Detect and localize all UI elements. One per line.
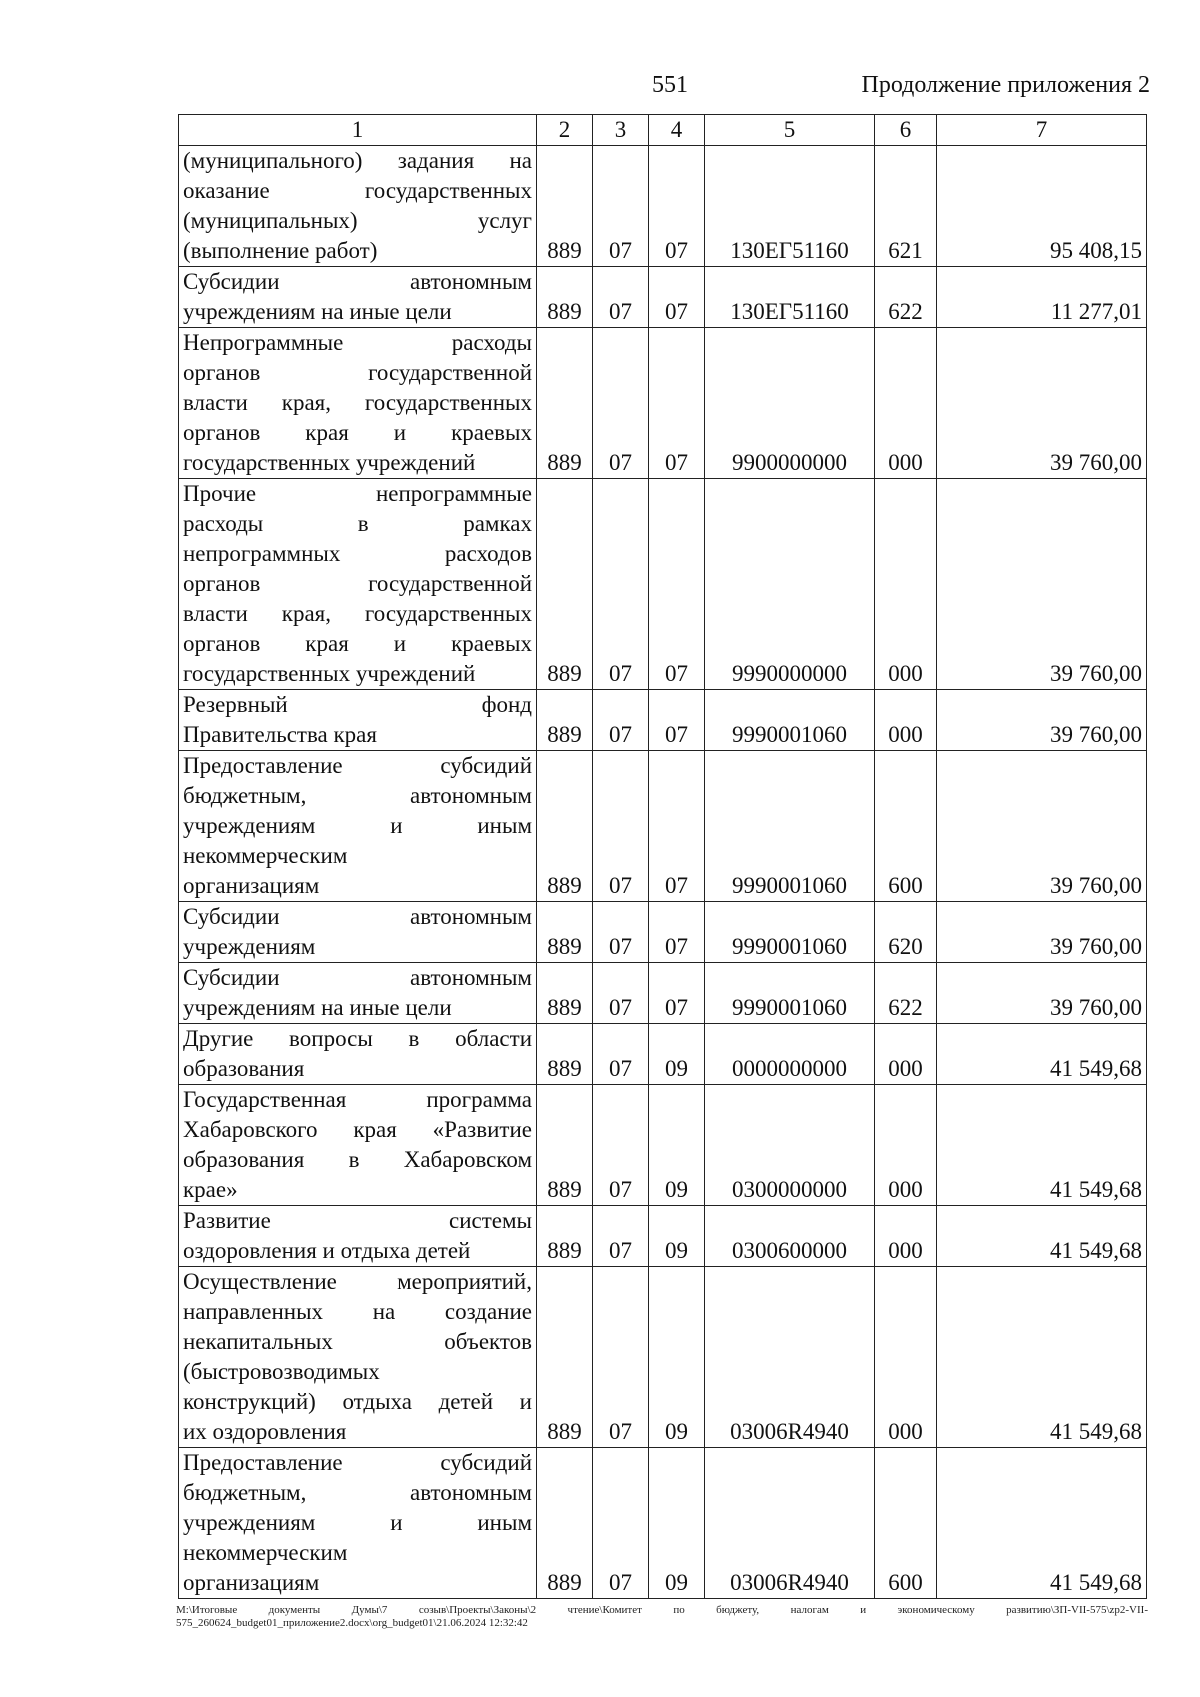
description-line: Субсидии автономным (183, 965, 532, 990)
ministry-code: 889 (537, 1024, 593, 1085)
row-description (179, 963, 537, 1024)
amount-value: 39 760,00 (937, 479, 1147, 690)
expense-type-code: 000 (875, 1085, 937, 1206)
subsection-code: 09 (649, 1024, 705, 1085)
row-description (179, 479, 537, 690)
description-line: Предоставление субсидий (183, 753, 532, 778)
description-line: Государственная программа (183, 1087, 532, 1112)
subsection-code: 07 (649, 751, 705, 902)
column-header-3: 3 (593, 115, 649, 146)
subsection-code: 07 (649, 902, 705, 963)
expense-type-code: 000 (875, 1024, 937, 1085)
description-line: органов государственной (183, 360, 532, 385)
description-line: (муниципального) задания на (183, 148, 532, 173)
description-line: Правительства края (183, 722, 377, 747)
column-header-5: 5 (705, 115, 875, 146)
expense-type-code: 600 (875, 751, 937, 902)
description-line: органов края и краевых (183, 631, 532, 656)
ministry-code: 889 (537, 1267, 593, 1448)
table-row (179, 902, 1147, 963)
subsection-code: 07 (649, 146, 705, 267)
section-code: 07 (593, 267, 649, 328)
subsection-code: 09 (649, 1085, 705, 1206)
amount-value: 39 760,00 (937, 690, 1147, 751)
table-row (179, 1206, 1147, 1267)
description-line: бюджетным, автономным (183, 1480, 532, 1505)
amount-value: 41 549,68 (937, 1024, 1147, 1085)
table-row (179, 1024, 1147, 1085)
table-row (179, 328, 1147, 479)
description-line: направленных на создание (183, 1299, 532, 1324)
table-row (179, 690, 1147, 751)
description-line: конструкций) отдыха детей и (183, 1389, 532, 1414)
description-line: Субсидии автономным (183, 269, 532, 294)
section-code: 07 (593, 1267, 649, 1448)
target-item-code: 9990001060 (705, 902, 875, 963)
expense-type-code: 000 (875, 1206, 937, 1267)
description-line: оздоровления и отдыха детей (183, 1238, 471, 1263)
table-header-row (179, 115, 1147, 146)
amount-value: 39 760,00 (937, 963, 1147, 1024)
ministry-code: 889 (537, 1448, 593, 1599)
row-description (179, 1448, 537, 1599)
section-code: 07 (593, 1448, 649, 1599)
target-item-code: 130ЕГ51160 (705, 146, 875, 267)
description-line: расходы в рамках (183, 511, 532, 536)
table-row (179, 963, 1147, 1024)
expense-type-code: 622 (875, 267, 937, 328)
expense-type-code: 000 (875, 479, 937, 690)
target-item-code: 0300600000 (705, 1206, 875, 1267)
amount-value: 41 549,68 (937, 1267, 1147, 1448)
target-item-code: 0300000000 (705, 1085, 875, 1206)
description-line: их оздоровления (183, 1419, 347, 1444)
description-line: Другие вопросы в области (183, 1026, 532, 1051)
description-line: организациям (183, 1570, 320, 1595)
description-line: некапитальных объектов (183, 1329, 532, 1354)
description-line: образования (183, 1056, 305, 1081)
description-line: Прочие непрограммные (183, 481, 532, 506)
description-line: учреждениям на иные цели (183, 299, 452, 324)
ministry-code: 889 (537, 963, 593, 1024)
row-description (179, 1024, 537, 1085)
description-line: непрограммных расходов (183, 541, 532, 566)
column-header-6: 6 (875, 115, 937, 146)
subsection-code: 09 (649, 1206, 705, 1267)
section-code: 07 (593, 690, 649, 751)
description-line: Хабаровского края «Развитие (183, 1117, 532, 1142)
description-line: учреждениям на иные цели (183, 995, 452, 1020)
table-row (179, 267, 1147, 328)
section-code: 07 (593, 328, 649, 479)
target-item-code: 03006R4940 (705, 1267, 875, 1448)
target-item-code: 9990001060 (705, 751, 875, 902)
ministry-code: 889 (537, 479, 593, 690)
subsection-code: 09 (649, 1448, 705, 1599)
table-row (179, 1267, 1147, 1448)
description-line: учреждениям и иным (183, 1510, 532, 1535)
ministry-code: 889 (537, 1085, 593, 1206)
page-number: 551 (652, 72, 688, 98)
row-description (179, 267, 537, 328)
amount-value: 39 760,00 (937, 751, 1147, 902)
description-line: образования в Хабаровском (183, 1147, 532, 1172)
table-row (179, 146, 1147, 267)
column-header-1: 1 (179, 115, 537, 146)
section-code: 07 (593, 1024, 649, 1085)
expense-type-code: 600 (875, 1448, 937, 1599)
expense-type-code: 000 (875, 1267, 937, 1448)
subsection-code: 07 (649, 690, 705, 751)
description-line: учреждениям (183, 934, 316, 959)
description-line: Субсидии автономным (183, 904, 532, 929)
target-item-code: 9900000000 (705, 328, 875, 479)
ministry-code: 889 (537, 267, 593, 328)
row-description (179, 751, 537, 902)
target-item-code: 0000000000 (705, 1024, 875, 1085)
ministry-code: 889 (537, 690, 593, 751)
expense-type-code: 620 (875, 902, 937, 963)
section-code: 07 (593, 1085, 649, 1206)
description-line: власти края, государственных (183, 601, 532, 626)
section-code: 07 (593, 751, 649, 902)
expense-type-code: 000 (875, 690, 937, 751)
expense-type-code: 000 (875, 328, 937, 479)
continuation-label: Продолжение приложения 2 (861, 72, 1150, 98)
description-line: бюджетным, автономным (183, 783, 532, 808)
description-line: (муниципальных) услуг (183, 208, 532, 233)
target-item-code: 03006R4940 (705, 1448, 875, 1599)
row-description (179, 902, 537, 963)
expense-type-code: 622 (875, 963, 937, 1024)
description-line: Резервный фонд (183, 692, 532, 717)
description-line: Осуществление мероприятий, (183, 1269, 532, 1294)
description-line: органов государственной (183, 571, 532, 596)
table-row (179, 1085, 1147, 1206)
column-header-2: 2 (537, 115, 593, 146)
budget-table (178, 114, 1147, 1599)
description-line: государственных учреждений (183, 450, 476, 475)
column-header-4: 4 (649, 115, 705, 146)
description-line: учреждениям и иным (183, 813, 532, 838)
amount-value: 39 760,00 (937, 328, 1147, 479)
column-header-7: 7 (937, 115, 1147, 146)
amount-value: 41 549,68 (937, 1206, 1147, 1267)
description-line: некоммерческим (183, 843, 348, 868)
subsection-code: 09 (649, 1267, 705, 1448)
section-code: 07 (593, 479, 649, 690)
table-row (179, 751, 1147, 902)
description-line: Непрограммные расходы (183, 330, 532, 355)
ministry-code: 889 (537, 902, 593, 963)
target-item-code: 9990001060 (705, 690, 875, 751)
ministry-code: 889 (537, 751, 593, 902)
footer-file-path: M:\Итоговые документы Думы\7 созыв\Проекты\Законы\2 чтение\Комитет по бюджету, налогам и экономическому развитию\ЗП-VII-575\zp2-VII-575_260624_budget01_приложение2.docx\org_budget01\21.06.2024 12:32:42 (176, 1604, 1148, 1629)
row-description (179, 1085, 537, 1206)
section-code: 07 (593, 963, 649, 1024)
section-code: 07 (593, 146, 649, 267)
row-description (179, 328, 537, 479)
target-item-code: 130ЕГ51160 (705, 267, 875, 328)
description-line: Развитие системы (183, 1208, 532, 1233)
amount-value: 11 277,01 (937, 267, 1147, 328)
amount-value: 95 408,15 (937, 146, 1147, 267)
expense-type-code: 621 (875, 146, 937, 267)
row-description (179, 690, 537, 751)
description-line: организациям (183, 873, 320, 898)
description-line: власти края, государственных (183, 390, 532, 415)
ministry-code: 889 (537, 328, 593, 479)
description-line: крае» (183, 1177, 238, 1202)
description-line: некоммерческим (183, 1540, 348, 1565)
subsection-code: 07 (649, 479, 705, 690)
description-line: Предоставление субсидий (183, 1450, 532, 1475)
amount-value: 39 760,00 (937, 902, 1147, 963)
subsection-code: 07 (649, 328, 705, 479)
ministry-code: 889 (537, 1206, 593, 1267)
table-row (179, 479, 1147, 690)
amount-value: 41 549,68 (937, 1085, 1147, 1206)
subsection-code: 07 (649, 963, 705, 1024)
row-description (179, 146, 537, 267)
table-row (179, 1448, 1147, 1599)
row-description (179, 1267, 537, 1448)
target-item-code: 9990000000 (705, 479, 875, 690)
description-line: государственных учреждений (183, 661, 476, 686)
amount-value: 41 549,68 (937, 1448, 1147, 1599)
section-code: 07 (593, 902, 649, 963)
description-line: (выполнение работ) (183, 238, 378, 263)
subsection-code: 07 (649, 267, 705, 328)
description-line: оказание государственных (183, 178, 532, 203)
target-item-code: 9990001060 (705, 963, 875, 1024)
section-code: 07 (593, 1206, 649, 1267)
description-line: органов края и краевых (183, 420, 532, 445)
row-description (179, 1206, 537, 1267)
description-line: (быстровозводимых (183, 1359, 380, 1384)
ministry-code: 889 (537, 146, 593, 267)
